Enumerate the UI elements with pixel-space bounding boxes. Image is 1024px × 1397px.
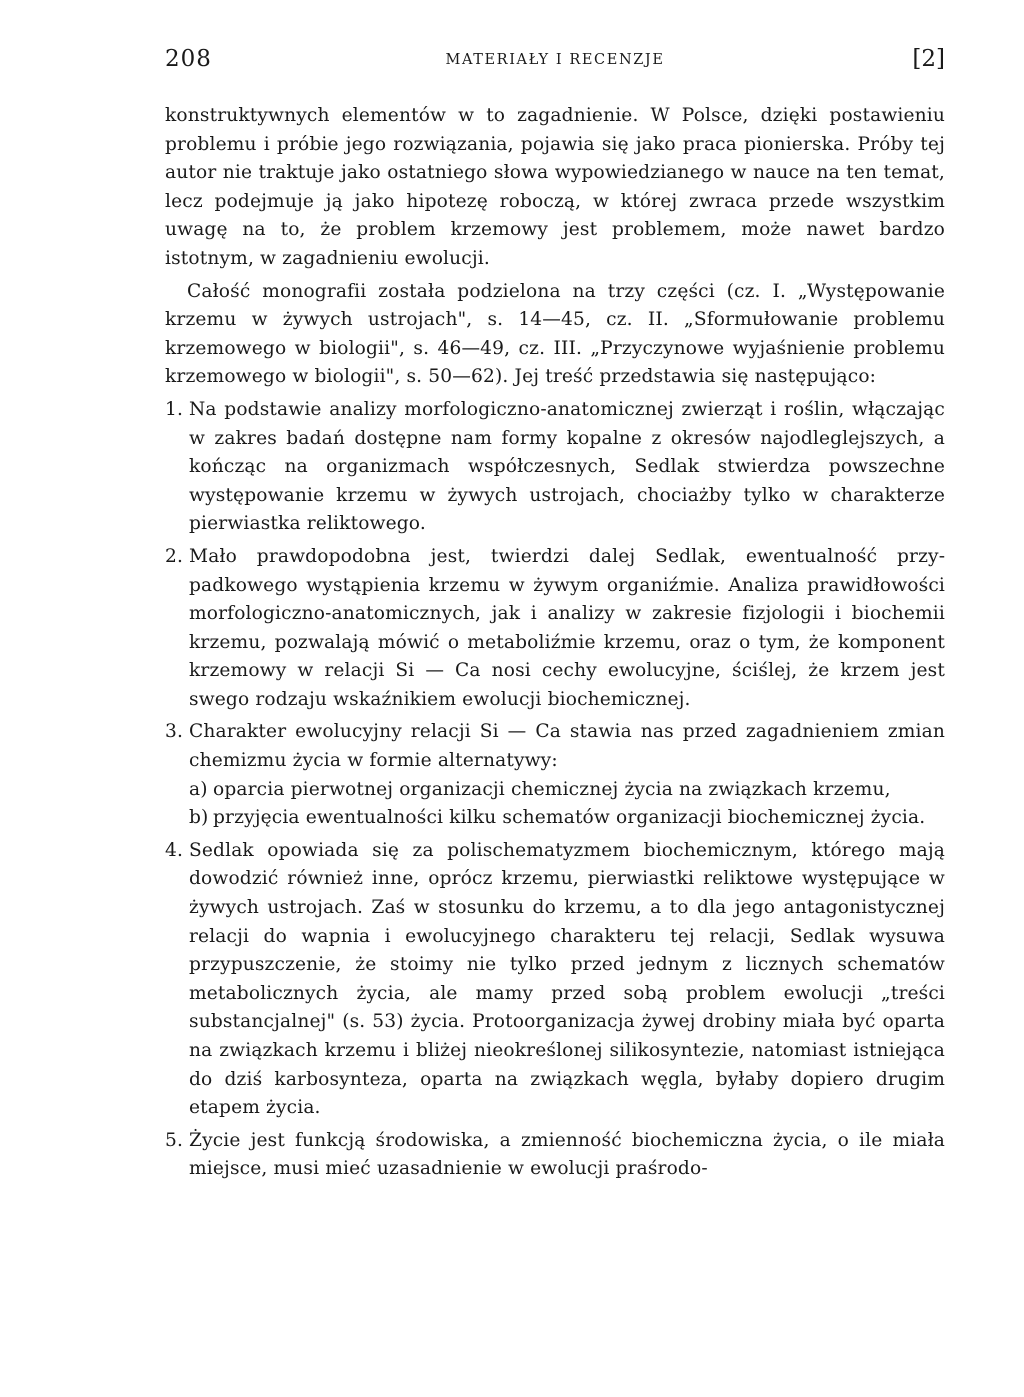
- sub-list: [189, 776, 945, 833]
- list-item-text: Na podstawie analizy morfologiczno-anatomicznej zwierząt i roślin, włączając w zakres badań dostępne nam formy kopalne z okresów najodleglejszych, a kończąc na organizmach współczesnych, Sedlak stwierdza powszechne występowanie krzemu w żywych ustrojach, chociażby tylko w charakterze pierwiastka reliktowego.: [189, 398, 945, 535]
- body-text: [165, 102, 945, 1184]
- list-item-text: Życie jest funkcją środowiska, a zmienność biochemiczna życia, o ile miała miejsce, musi mieć uzasadnienie w ewolucji praśrodo-: [189, 1129, 945, 1180]
- sub-list-marker: b): [189, 807, 209, 829]
- sub-list-marker: a): [189, 778, 208, 800]
- list-marker: 5.: [165, 1129, 184, 1151]
- list-item: [165, 543, 945, 715]
- page-number: 208: [165, 46, 212, 72]
- list-item-text: Sedlak opowiada się za polischematyzmem biochemicznym, którego mają dowodzić również inne, oprócz krzemu, pierwiastki reliktowe występujące w żywych ustrojach. Zaś w stosunku do krzemu, a to dla jego antagonistycznej relacji do wapnia i ewolucyjnego charakteru tej relacji, Sedlak wysuwa przypuszczenie, że stoimy nie tylko przed jednym z licznych schematów metabolicznych życia, ale mamy przed sobą problem ewolucji „treści substancjalnej" (s. 53) życia. Protoorganizacja żywej drobiny miała być oparta na związkach krzemu i bliżej nieokreślonej silikosyntezie, natomiast istniejąca do dziś karbosynteza, oparta na związkach węgla, byłaby dopiero drugim etapem życia.: [189, 839, 945, 1119]
- numbered-list: [165, 396, 945, 1184]
- list-item: [165, 718, 945, 832]
- list-marker: 1.: [165, 398, 184, 420]
- paragraph-intro: konstruktywnych elementów w to zagadnienie. W Polsce, dzięki postawieniu problemu i próbie jego rozwiązania, pojawia się jako praca pionierska. Próby tej autor nie traktuje jako ostatniego słowa wypowiedzianego w nauce na ten temat, lecz podejmuje ją jako hipotezę roboczą, w której zwraca przede wszystkim uwagę na to, że problem krzemowy jest problemem, może nawet bardzo istotnym, w zagadnieniu ewolucji.: [165, 105, 945, 269]
- list-item: [165, 1127, 945, 1184]
- list-marker: 4.: [165, 839, 184, 861]
- list-marker: 3.: [165, 721, 184, 743]
- document-page: [165, 46, 945, 1184]
- sub-list-item-text: przyjęcia ewentualności kilku schematów organizacji biochemicznej życia.: [213, 807, 926, 829]
- sub-list-item: [189, 776, 945, 805]
- list-marker: 2.: [165, 545, 184, 567]
- list-item: [165, 837, 945, 1123]
- page-header: [165, 46, 945, 80]
- sub-list-item: [189, 804, 945, 833]
- running-title: MATERIAŁY I RECENZJE: [445, 52, 665, 68]
- paragraph-structure: Całość monografii została podzielona na trzy części (cz. I. „Występowanie krzemu w żywych ustrojach", s. 14—45, cz. II. „Sformułowanie problemu krzemowego w biologii", s. 46—49, cz. III. „Przyczynowe wyjaśnienie problemu krzemowego w biologii", s. 50—62). Jej treść przedstawia się następująco:: [165, 280, 945, 388]
- sub-list-item-text: oparcia pierwotnej organizacji chemicznej życia na związkach krzemu,: [213, 778, 891, 800]
- list-item: [165, 396, 945, 539]
- list-item-text: Charakter ewolucyjny relacji Si — Ca stawia nas przed zagadnieniem zmian chemizmu życia w formie alternatywy:: [189, 721, 945, 772]
- section-number: [2]: [912, 46, 945, 72]
- list-item-text: Mało prawdopodobna jest, twierdzi dalej Sedlak, ewentualność przypadkowego wystąpienia krzemu w żywym organiźmie. Analiza prawidłowości morfologiczno-anatomicznych, jak i analizy w zakresie fizjologii i biochemii krzemu, pozwalają mówić o metaboliźmie krzemu, oraz o tym, że komponent krzemowy w relacji Si — Ca nosi cechy ewolucyjne, ściślej, że krzem jest swego rodzaju wskaźnikiem ewolucji biochemicznej.: [189, 545, 945, 710]
